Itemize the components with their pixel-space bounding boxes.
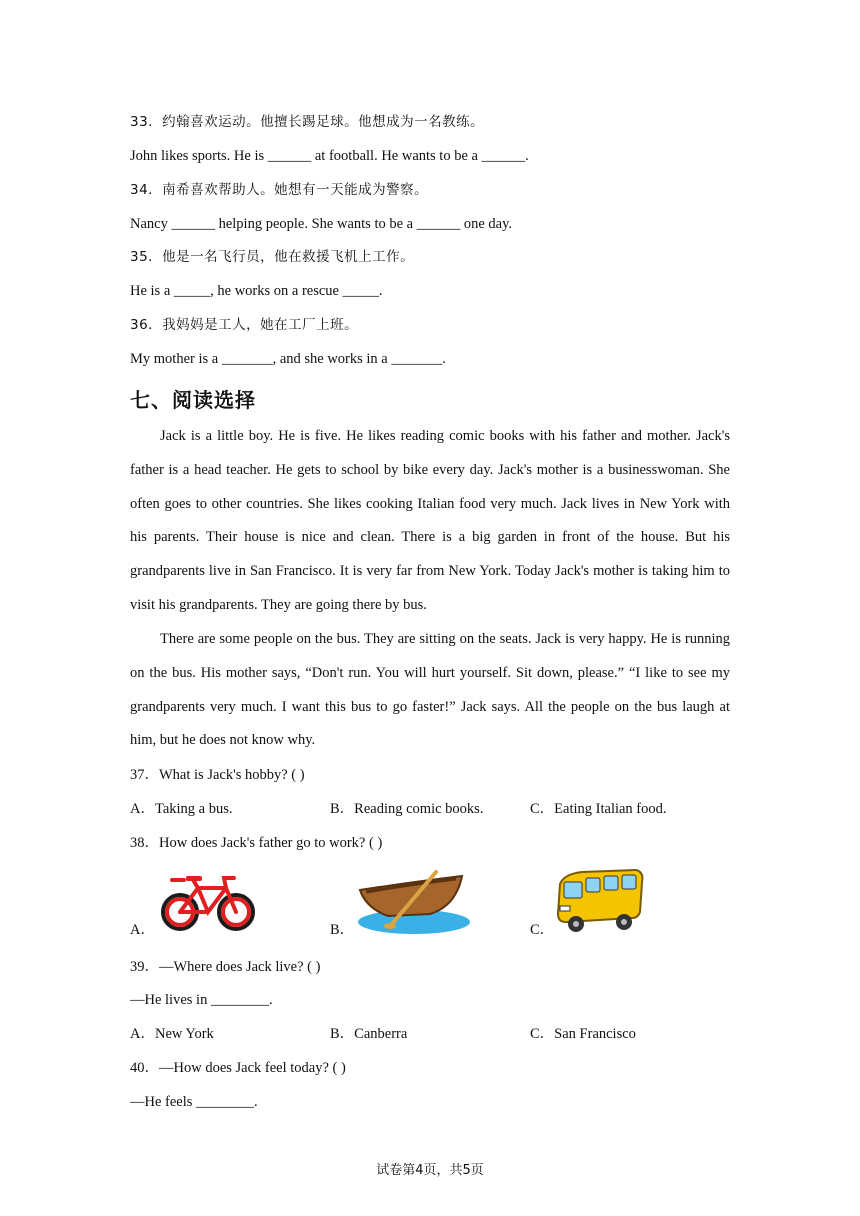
q33-chinese: 33．约翰喜欢运动。他擅长踢足球。他想成为一名教练。: [130, 114, 485, 130]
q36-english: My mother is a _______, and she works in a _______.: [130, 351, 446, 367]
section-heading: 七、阅读选择: [130, 388, 256, 412]
q39-option-a[interactable]: A．New York: [130, 1026, 214, 1042]
q38-option-c[interactable]: C．: [530, 922, 555, 938]
q40-answer-line: —He feels ________.: [130, 1094, 258, 1110]
q37-stem: 37．What is Jack's hobby? ( ): [130, 767, 305, 783]
page-footer: 试卷第4页，共5页: [376, 1163, 484, 1178]
q39-option-c[interactable]: C．San Francisco: [530, 1026, 636, 1042]
q37-option-b[interactable]: B．Reading comic books.: [330, 801, 484, 817]
q39-stem: 39．—Where does Jack live? ( ): [130, 959, 321, 975]
q38-option-a[interactable]: A．: [130, 922, 155, 938]
q39-answer-line: —He lives in ________.: [130, 992, 273, 1008]
q34-english: Nancy ______ helping people. She wants to be a ______ one day.: [130, 216, 513, 232]
q37-option-a[interactable]: A．Taking a bus.: [130, 801, 233, 817]
q37-option-c[interactable]: C．Eating Italian food.: [530, 801, 667, 817]
q39-option-b[interactable]: B．Canberra: [330, 1026, 408, 1042]
q34-chinese: 34．南希喜欢帮助人。她想有一天能成为警察。: [130, 182, 429, 198]
q38-option-b[interactable]: B．: [330, 922, 355, 938]
q33-english: John likes sports. He is ______ at football. He wants to be a ______.: [130, 148, 529, 164]
q40-stem: 40．—How does Jack feel today? ( ): [130, 1060, 346, 1076]
q38-stem: 38．How does Jack's father go to work? ( ): [130, 835, 383, 851]
q35-chinese: 35．他是一名飞行员，他在救援飞机上工作。: [130, 249, 415, 265]
passage-paragraph-1: Jack is a little boy. He is five. He likes reading comic books with his father and mother. Jack's father is a head teacher. He gets to school by bike every day. Jack's mother is a businesswoman. She often goes to other countries. She likes cooking Italian food very much. Jack lives in New York with his parents. Their house is nice and clean. There is a big garden in front of the house. But his grandparents live in San Francisco. It is very far from New York. Today Jack's mother is taking him to visit his grandparents. They are going there by bus.: [130, 428, 730, 613]
q36-chinese: 36．我妈妈是工人，她在工厂上班。: [130, 317, 359, 333]
school-bus-icon: [554, 866, 646, 941]
bicycle-icon: [158, 870, 258, 939]
passage-paragraph-2: There are some people on the bus. They are sitting on the seats. Jack is very happy. He is running on the bus. His mother says, “Don't run. You will hurt yourself. Sit down, please.” “I like to see my grandparents very much. I want this bus to go faster!” Jack says. All the people on the bus laugh at him, but he does not know why.: [130, 631, 730, 749]
rowboat-icon: [352, 868, 472, 943]
q35-english: He is a _____, he works on a rescue _____.: [130, 283, 383, 299]
